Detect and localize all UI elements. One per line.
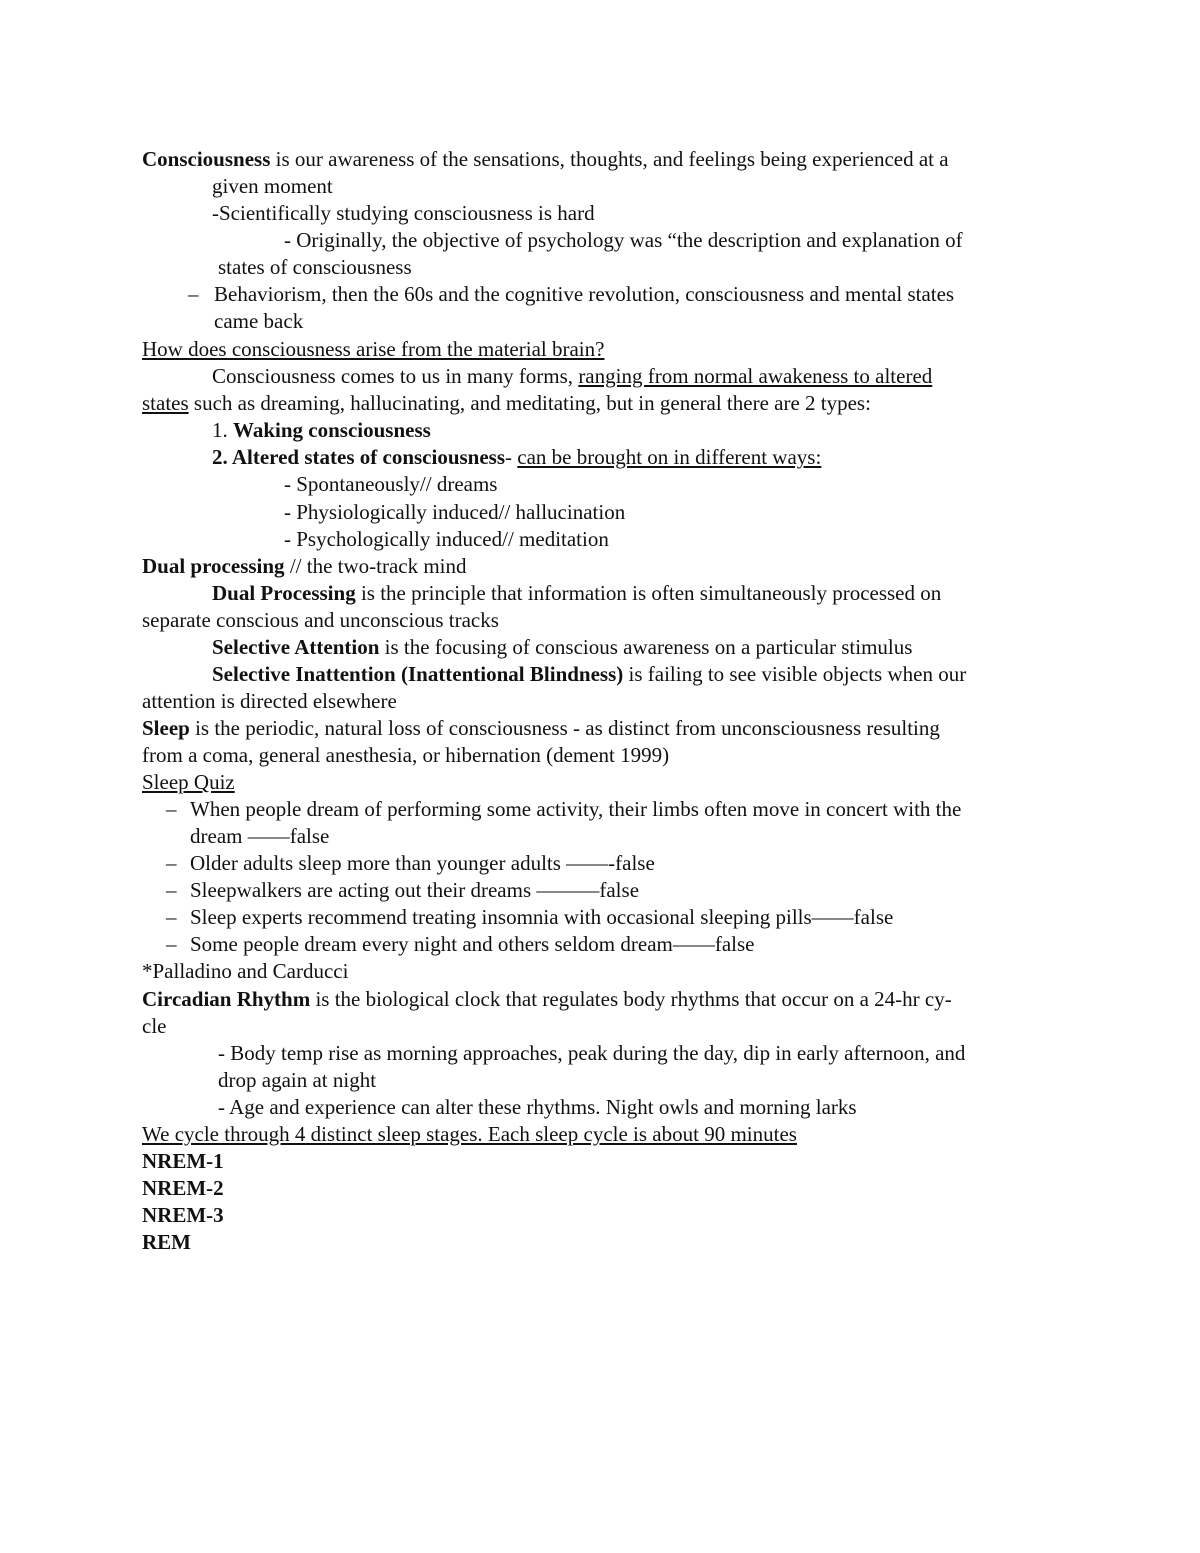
- section-heading-question: How does consciousness arise from the material brain?: [142, 337, 605, 361]
- section-heading: Dual processing // the two-track mind: [142, 554, 467, 578]
- text-line: Behaviorism, then the 60s and the cognitive revolution, consciousness and mental states: [214, 282, 955, 306]
- citation: *Palladino and Carducci: [142, 959, 349, 983]
- bullet-dash: –: [166, 932, 177, 956]
- text-line: states of consciousness: [218, 255, 412, 279]
- bullet-dash: –: [166, 905, 177, 929]
- bullet-dash: –: [166, 878, 177, 902]
- text-line: -Scientifically studying consciousness is hard: [212, 201, 595, 225]
- list-item: - Spontaneously// dreams: [284, 472, 498, 496]
- list-item: 2. Altered states of consciousness- can be brought on in different ways:: [212, 445, 822, 469]
- consciousness-definition: Consciousness is our awareness of the sensations, thoughts, and feelings being experienced at a: [142, 147, 949, 171]
- sleep-definition: Sleep is the periodic, natural loss of consciousness - as distinct from unconsciousness resulting: [142, 716, 940, 740]
- text-line: came back: [214, 309, 304, 333]
- bullet-dash: –: [166, 797, 177, 821]
- quiz-item: Older adults sleep more than younger adults ——-false: [190, 851, 655, 875]
- list-item: 1. Waking consciousness: [212, 418, 431, 442]
- quiz-item: Sleepwalkers are acting out their dreams ———false: [190, 878, 640, 902]
- sleep-stage: NREM-2: [142, 1176, 224, 1200]
- text-line: Dual Processing is the principle that information is often simultaneously processed on: [212, 581, 942, 605]
- quiz-item: Sleep experts recommend treating insomnia with occasional sleeping pills——false: [190, 905, 894, 929]
- quiz-item: Some people dream every night and others seldom dream——false: [190, 932, 755, 956]
- text-line: - Body temp rise as morning approaches, peak during the day, dip in early afternoon, and: [218, 1041, 966, 1065]
- sleep-stage: NREM-3: [142, 1203, 224, 1227]
- text-line: - Age and experience can alter these rhythms. Night owls and morning larks: [218, 1095, 857, 1119]
- text-line: Consciousness comes to us in many forms, ranging from normal awakeness to altered: [212, 364, 933, 388]
- section-heading-sleep-stages: We cycle through 4 distinct sleep stages. Each sleep cycle is about 90 minutes: [142, 1122, 797, 1146]
- bullet-dash: –: [166, 851, 177, 875]
- bullet-dash: –: [188, 282, 199, 306]
- term-consciousness: Consciousness: [142, 147, 271, 171]
- quiz-item: When people dream of performing some activity, their limbs often move in concert with the: [190, 797, 962, 821]
- sleep-stage: NREM-1: [142, 1149, 224, 1173]
- sleep-stage: REM: [142, 1230, 191, 1254]
- quiz-item: dream ——false: [190, 824, 330, 848]
- text-line: drop again at night: [218, 1068, 377, 1092]
- text-line: Selective Inattention (Inattentional Blindness) is failing to see visible objects when our: [212, 662, 967, 686]
- text-line: attention is directed elsewhere: [142, 689, 397, 713]
- list-item: - Physiologically induced// hallucination: [284, 500, 626, 524]
- text-line: Selective Attention is the focusing of conscious awareness on a particular stimulus: [212, 635, 913, 659]
- circadian-definition: Circadian Rhythm is the biological clock that regulates body rhythms that occur on a 24-hr cy-: [142, 987, 952, 1011]
- text-line: from a coma, general anesthesia, or hibernation (dement 1999): [142, 743, 670, 767]
- text-line: cle: [142, 1014, 167, 1038]
- text-line: given moment: [212, 174, 333, 198]
- text-line: states such as dreaming, hallucinating, and meditating, but in general there are 2 types:: [142, 391, 871, 415]
- section-heading-sleep-quiz: Sleep Quiz: [142, 770, 235, 794]
- list-item: - Psychologically induced// meditation: [284, 527, 609, 551]
- text-line: - Originally, the objective of psychology was “the description and explanation of: [284, 228, 963, 252]
- text-line: separate conscious and unconscious tracks: [142, 608, 499, 632]
